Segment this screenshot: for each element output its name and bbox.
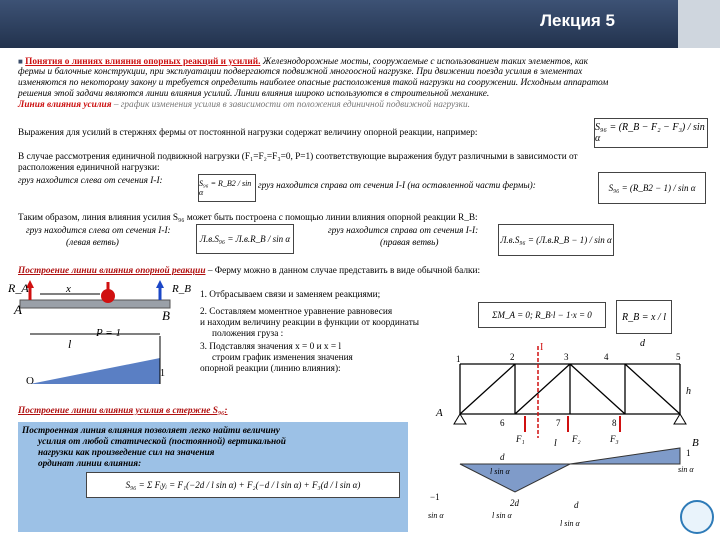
label-zero: O	[26, 375, 34, 387]
label-f1: F₁	[516, 434, 525, 444]
nav-circle-button[interactable]	[680, 500, 714, 534]
load-circle	[101, 289, 115, 303]
formula-left-case: S₉₆ = R_B2 / sin α	[198, 174, 256, 202]
label-h: h	[686, 386, 691, 397]
stress-p4: ординат линии влияния:	[38, 459, 142, 469]
bullet-icon: ■	[18, 57, 23, 66]
corner-decoration	[678, 0, 720, 48]
il-right-den: sin α	[678, 465, 694, 474]
il-mid-num: 2d	[510, 498, 519, 508]
intro-line-3: изменяются по некоторому закону и требуется определить наиболее опасные расположения такой нагрузки на сооружении. Исходным аппаратом	[18, 78, 609, 88]
beam-diagram	[0, 278, 200, 393]
formula-s96-sum: S₉₆ = Σ Fᵢyᵢ = F₁(−2d / l sin α) + F₂(−d / l sin α) + F₃(d / l sin α)	[86, 472, 400, 498]
construction-rest: – Ферму можно в данном случае представить в виде обычной балки:	[207, 266, 481, 276]
il-label-d: d	[500, 452, 505, 462]
construction-title: Построение линии влияния опорной реакции	[18, 266, 206, 276]
il-left-num: −1	[430, 492, 440, 502]
stress-p3: нагрузки как произведение сил на значения	[38, 448, 215, 458]
unit-load-line-2: расположения единичной нагрузки:	[18, 163, 160, 173]
truss-diagram	[430, 334, 720, 534]
influence-line-rb	[30, 358, 160, 384]
beam-bar	[20, 300, 170, 308]
truss-label-l: l	[554, 438, 557, 449]
node-2: 2	[510, 352, 515, 362]
label-b: B	[162, 308, 170, 323]
label-p: P = 1	[96, 327, 121, 339]
step-2b: и находим величину реакции в функции от координаты	[200, 318, 419, 328]
construction-line	[18, 266, 480, 277]
node-6: 6	[500, 418, 505, 428]
intro-line-2: фермы и балочные конструкции, при эксплуатации подвергаются подвижной многоосной нагрузке. При движении поезда усилия в элементах	[18, 67, 583, 77]
unit-load-left-label: груз находится слева от сечения I-I:	[18, 176, 163, 186]
label-x: x	[66, 283, 71, 295]
node-7: 7	[556, 418, 561, 428]
formula-s96-const: S₉₆ = (R_B − F₂ − F₃) / sin α	[594, 118, 708, 148]
step-2c: положения груза :	[212, 329, 284, 339]
formula-moment: ΣM_A = 0; R_B·l − 1·x = 0	[478, 302, 606, 328]
intro-heading: Понятия о линиях влияния опорных реакций и усилий.	[25, 57, 261, 67]
definition-line	[18, 100, 470, 111]
il-mid-den: l sin α	[492, 511, 512, 520]
node-8: 8	[612, 418, 617, 428]
label-one: 1	[160, 368, 165, 379]
truss-label-a: A	[436, 407, 443, 419]
node-4: 4	[604, 352, 609, 362]
left-branch-label: груз находится слева от сечения I-I:	[26, 226, 171, 236]
label-ra: R_A	[8, 281, 29, 295]
truss-label-b: B	[692, 437, 699, 449]
node-5: 5	[676, 352, 681, 362]
il-label-lsina: l sin α	[490, 467, 510, 476]
node-1: 1	[456, 354, 461, 364]
step-3b: строим график изменения значения	[212, 353, 353, 363]
label-d: d	[640, 338, 645, 349]
formula-il-left: Л.в.S₉₆ = Л.в.R_B / sin α	[196, 224, 294, 254]
il-right-num: 1	[686, 448, 691, 458]
reaction-arrowhead-b	[156, 280, 164, 288]
formula-reaction: R_B = x / l	[616, 300, 672, 334]
label-f3: F₃	[610, 434, 619, 444]
step-3c: опорной реакции (линию влияния):	[200, 364, 341, 374]
formula-right-case: S₉₆ = (R_B2 − 1) / sin α	[598, 172, 706, 204]
stress-p2: усилия от любой статической (постоянной) вертикальной	[38, 437, 286, 447]
left-branch-tag: (левая ветвь)	[66, 238, 119, 248]
stress-p1: Построенная линия влияния позволяет легко найти величину	[22, 426, 280, 436]
definition-term: Линия влияния усилия	[18, 100, 112, 110]
label-section: I	[540, 342, 544, 353]
conclusion-text: Таким образом, линия влияния усилия S₉₆ может быть построена с помощью линии влияния опорной реакции R_B:	[18, 213, 478, 223]
unit-load-line-1: В случае рассмотрения единичной подвижной нагрузки (F₁=F₂=F₃=0, P=1) соответствующие выражения будут различными в зависимости от	[18, 152, 578, 162]
label-rb: R_B	[172, 283, 191, 295]
step-3a: 3. Подставляя значения x = 0 и x = l	[200, 342, 342, 352]
truss-members	[460, 364, 680, 414]
step-1: 1. Отбрасываем связи и заменяем реакциями;	[200, 290, 381, 300]
step-2a: 2. Составляем моментное уравнение равновесия	[200, 307, 393, 317]
definition-text: – график изменения усилия в зависимости от положения единичной подвижной нагрузки.	[113, 100, 470, 110]
label-a: A	[14, 302, 22, 317]
unit-load-right-label: груз находится справа от сечения I-I (на оставленной части фермы):	[258, 181, 536, 191]
support-a	[454, 414, 466, 424]
label-f2: F₂	[572, 434, 581, 444]
label-l: l	[68, 337, 72, 351]
il-left-den: sin α	[428, 511, 444, 520]
support-b	[674, 414, 686, 424]
il-bot-den: l sin α	[560, 519, 580, 528]
node-3: 3	[564, 352, 569, 362]
intro-text-1: Железнодорожные мосты, сооружаемые с использованием таких элементов, как	[262, 57, 588, 67]
il-bot-num: d	[574, 500, 579, 510]
slide-title: Лекция 5	[540, 11, 615, 30]
formula-il-right: Л.в.S₉₆ = (Л.в.R_B − 1) / sin α	[498, 224, 614, 256]
intro-line-4: решения этой задачи являются линии влияния усилий. Линии влияния широко используются в строительной механике.	[18, 89, 490, 99]
expr-text: Выражения для усилий в стержнях фермы от постоянной нагрузки содержат величину опорной реакции, например:	[18, 128, 478, 138]
right-branch-tag: (правая ветвь)	[380, 238, 439, 248]
right-branch-label: груз находится справа от сечения I-I:	[328, 226, 479, 236]
stress-title: Построение линии влияния усилия в стержне S₉₆:	[18, 406, 228, 416]
